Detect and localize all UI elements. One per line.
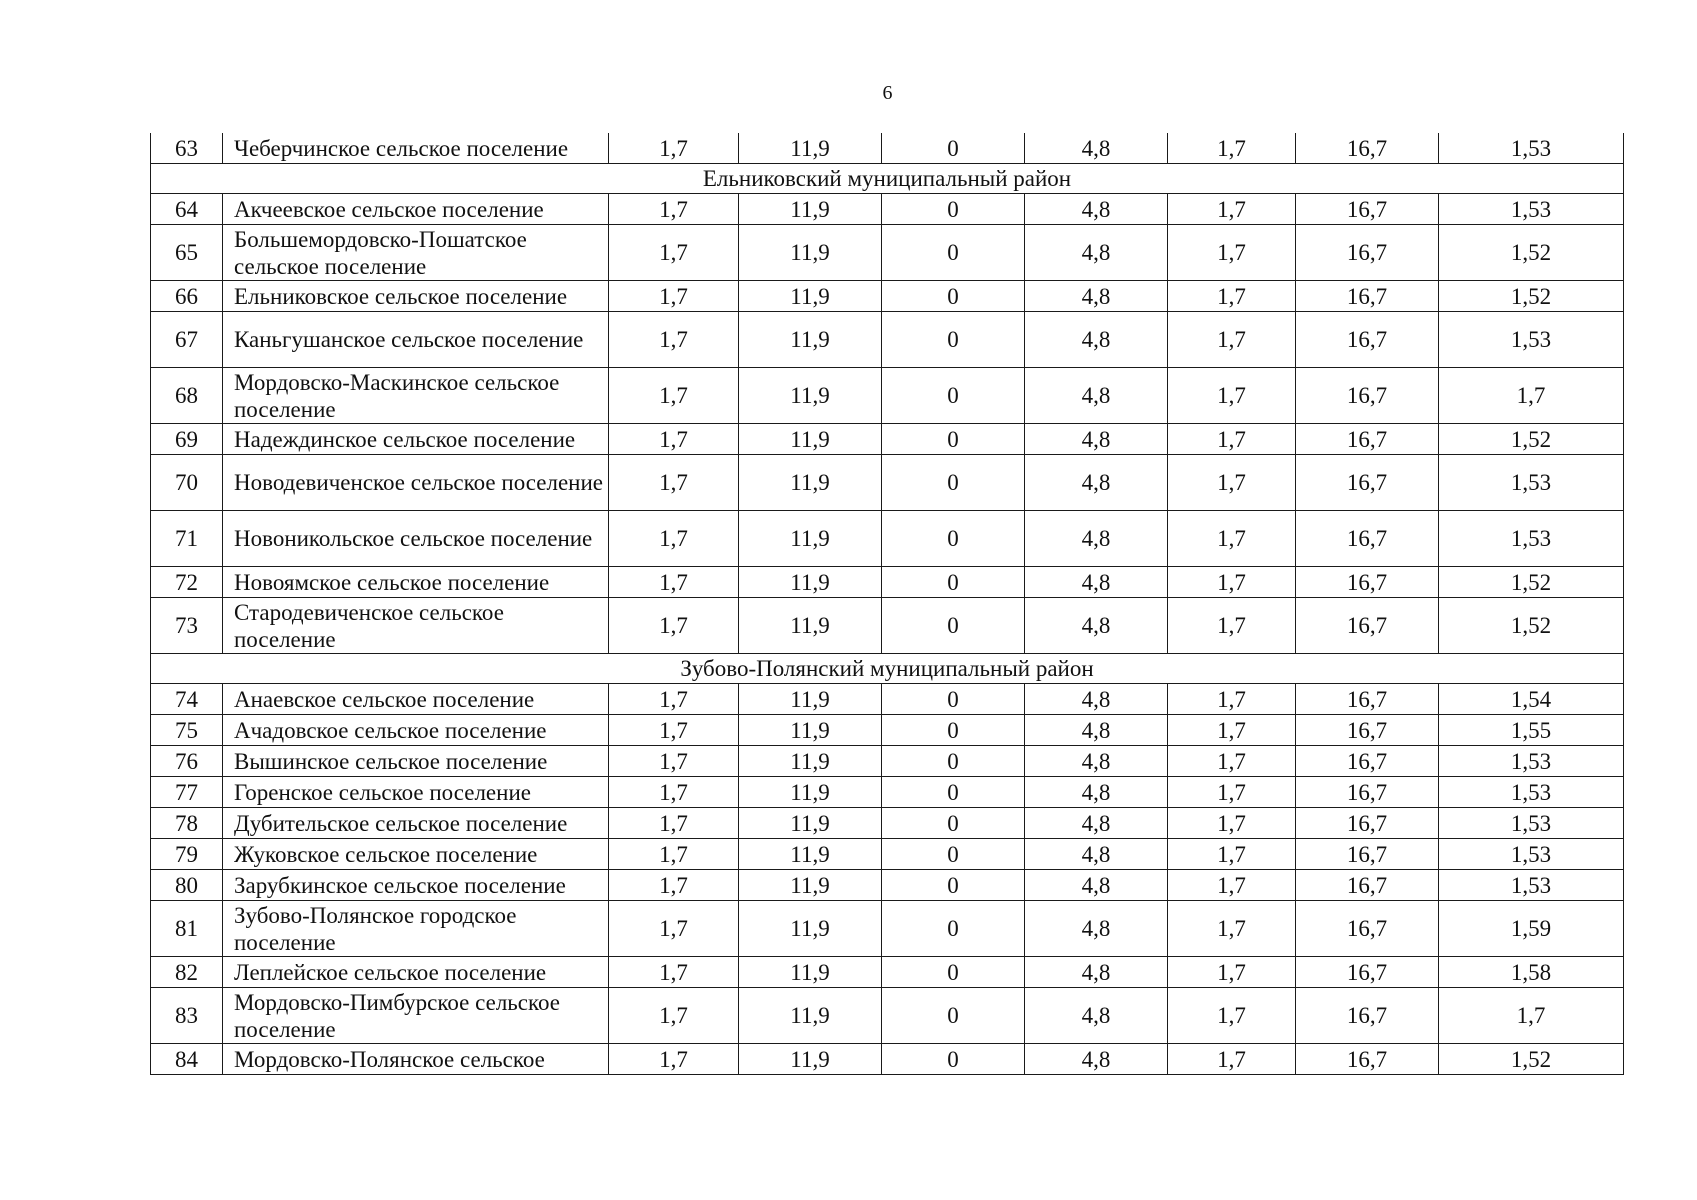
row-number: 77 [151, 777, 223, 808]
value-cell: 4,8 [1025, 808, 1168, 839]
value-cell: 1,7 [609, 1044, 739, 1075]
value-cell: 1,7 [1168, 312, 1296, 368]
settlement-name: Мордовско-Маскинское сельское поселение [223, 368, 609, 424]
value-cell: 16,7 [1296, 988, 1439, 1044]
value-cell: 16,7 [1296, 684, 1439, 715]
value-cell: 1,53 [1439, 839, 1624, 870]
table-row [151, 746, 1624, 777]
value-cell: 16,7 [1296, 368, 1439, 424]
settlement-name: Чеберчинское сельское поселение [223, 133, 609, 164]
value-cell: 1,7 [609, 368, 739, 424]
value-cell: 1,7 [609, 424, 739, 455]
value-cell: 1,7 [609, 988, 739, 1044]
value-cell: 1,7 [609, 194, 739, 225]
value-cell: 1,7 [609, 511, 739, 567]
settlement-name: Новоникольское сельское поселение [223, 511, 609, 567]
value-cell: 4,8 [1025, 1044, 1168, 1075]
value-cell: 1,7 [1168, 511, 1296, 567]
value-cell: 1,52 [1439, 567, 1624, 598]
value-cell: 16,7 [1296, 1044, 1439, 1075]
value-cell: 0 [882, 684, 1025, 715]
value-cell: 4,8 [1025, 598, 1168, 654]
row-number: 65 [151, 225, 223, 281]
row-number: 71 [151, 511, 223, 567]
settlement-name: Зарубкинское сельское поселение [223, 870, 609, 901]
value-cell: 16,7 [1296, 808, 1439, 839]
row-number: 79 [151, 839, 223, 870]
value-cell: 1,53 [1439, 133, 1624, 164]
value-cell: 4,8 [1025, 511, 1168, 567]
value-cell: 4,8 [1025, 957, 1168, 988]
table-row [151, 368, 1624, 424]
value-cell: 1,7 [1168, 194, 1296, 225]
value-cell: 1,53 [1439, 746, 1624, 777]
value-cell: 11,9 [739, 312, 882, 368]
table-row [151, 777, 1624, 808]
value-cell: 0 [882, 839, 1025, 870]
value-cell: 1,7 [609, 455, 739, 511]
table-body [151, 133, 1624, 1075]
table-row [151, 684, 1624, 715]
value-cell: 1,7 [609, 808, 739, 839]
settlement-name: Надеждинское сельское поселение [223, 424, 609, 455]
table-row [151, 455, 1624, 511]
table-row [151, 715, 1624, 746]
value-cell: 16,7 [1296, 455, 1439, 511]
value-cell: 4,8 [1025, 225, 1168, 281]
value-cell: 16,7 [1296, 424, 1439, 455]
value-cell: 1,7 [1439, 368, 1624, 424]
value-cell: 4,8 [1025, 424, 1168, 455]
value-cell: 16,7 [1296, 281, 1439, 312]
value-cell: 1,7 [609, 281, 739, 312]
value-cell: 16,7 [1296, 312, 1439, 368]
value-cell: 1,52 [1439, 1044, 1624, 1075]
value-cell: 1,53 [1439, 312, 1624, 368]
value-cell: 16,7 [1296, 901, 1439, 957]
row-number: 81 [151, 901, 223, 957]
value-cell: 0 [882, 368, 1025, 424]
value-cell: 0 [882, 715, 1025, 746]
settlement-name: Ельниковское сельское поселение [223, 281, 609, 312]
value-cell: 11,9 [739, 715, 882, 746]
value-cell: 4,8 [1025, 368, 1168, 424]
value-cell: 16,7 [1296, 777, 1439, 808]
row-number: 69 [151, 424, 223, 455]
value-cell: 0 [882, 870, 1025, 901]
table-row [151, 901, 1624, 957]
row-number: 70 [151, 455, 223, 511]
table-row [151, 988, 1624, 1044]
value-cell: 1,7 [1168, 808, 1296, 839]
settlement-name: Вышинское сельское поселение [223, 746, 609, 777]
settlement-name: Горенское сельское поселение [223, 777, 609, 808]
value-cell: 0 [882, 225, 1025, 281]
value-cell: 16,7 [1296, 511, 1439, 567]
value-cell: 4,8 [1025, 684, 1168, 715]
value-cell: 4,8 [1025, 455, 1168, 511]
value-cell: 0 [882, 957, 1025, 988]
value-cell: 4,8 [1025, 988, 1168, 1044]
value-cell: 4,8 [1025, 777, 1168, 808]
district-row [151, 654, 1624, 684]
value-cell: 1,7 [609, 225, 739, 281]
value-cell: 11,9 [739, 808, 882, 839]
value-cell: 4,8 [1025, 746, 1168, 777]
value-cell: 1,53 [1439, 455, 1624, 511]
value-cell: 1,7 [1168, 424, 1296, 455]
value-cell: 4,8 [1025, 901, 1168, 957]
value-cell: 1,7 [609, 839, 739, 870]
row-number: 63 [151, 133, 223, 164]
value-cell: 1,7 [609, 957, 739, 988]
value-cell: 16,7 [1296, 839, 1439, 870]
value-cell: 1,7 [1439, 988, 1624, 1044]
value-cell: 0 [882, 424, 1025, 455]
value-cell: 4,8 [1025, 870, 1168, 901]
value-cell: 1,7 [609, 598, 739, 654]
value-cell: 11,9 [739, 777, 882, 808]
table-row [151, 424, 1624, 455]
value-cell: 4,8 [1025, 194, 1168, 225]
value-cell: 1,7 [1168, 715, 1296, 746]
value-cell: 16,7 [1296, 225, 1439, 281]
settlement-name: Каньгушанское сельское поселение [223, 312, 609, 368]
value-cell: 4,8 [1025, 133, 1168, 164]
table-row [151, 808, 1624, 839]
row-number: 83 [151, 988, 223, 1044]
value-cell: 11,9 [739, 511, 882, 567]
settlement-name: Леплейское сельское поселение [223, 957, 609, 988]
value-cell: 0 [882, 511, 1025, 567]
value-cell: 1,7 [1168, 901, 1296, 957]
value-cell: 16,7 [1296, 957, 1439, 988]
settlement-name: Новодевиченское сельское поселение [223, 455, 609, 511]
value-cell: 1,7 [1168, 598, 1296, 654]
value-cell: 0 [882, 567, 1025, 598]
value-cell: 16,7 [1296, 870, 1439, 901]
value-cell: 0 [882, 808, 1025, 839]
value-cell: 4,8 [1025, 715, 1168, 746]
value-cell: 1,7 [609, 684, 739, 715]
value-cell: 16,7 [1296, 746, 1439, 777]
value-cell: 1,7 [609, 870, 739, 901]
value-cell: 4,8 [1025, 567, 1168, 598]
value-cell: 0 [882, 598, 1025, 654]
table-row [151, 870, 1624, 901]
value-cell: 16,7 [1296, 194, 1439, 225]
value-cell: 1,7 [1168, 455, 1296, 511]
value-cell: 16,7 [1296, 567, 1439, 598]
row-number: 72 [151, 567, 223, 598]
value-cell: 16,7 [1296, 598, 1439, 654]
value-cell: 0 [882, 455, 1025, 511]
value-cell: 1,7 [1168, 684, 1296, 715]
table-row [151, 567, 1624, 598]
value-cell: 1,7 [1168, 988, 1296, 1044]
value-cell: 11,9 [739, 133, 882, 164]
value-cell: 1,7 [1168, 870, 1296, 901]
value-cell: 1,7 [1168, 225, 1296, 281]
row-number: 84 [151, 1044, 223, 1075]
value-cell: 1,59 [1439, 901, 1624, 957]
value-cell: 1,7 [1168, 746, 1296, 777]
settlement-name: Стародевиченское сельское поселение [223, 598, 609, 654]
table-row [151, 511, 1624, 567]
row-number: 73 [151, 598, 223, 654]
value-cell: 1,52 [1439, 281, 1624, 312]
value-cell: 11,9 [739, 684, 882, 715]
row-number: 64 [151, 194, 223, 225]
value-cell: 1,52 [1439, 424, 1624, 455]
settlement-name: Акчеевское сельское поселение [223, 194, 609, 225]
value-cell: 4,8 [1025, 839, 1168, 870]
settlement-name: Дубительское сельское поселение [223, 808, 609, 839]
value-cell: 16,7 [1296, 715, 1439, 746]
value-cell: 1,7 [609, 312, 739, 368]
row-number: 78 [151, 808, 223, 839]
settlement-name: Ачадовское сельское поселение [223, 715, 609, 746]
district-title: Зубово-Полянский муниципальный район [151, 654, 1624, 684]
row-number: 75 [151, 715, 223, 746]
row-number: 74 [151, 684, 223, 715]
row-number: 66 [151, 281, 223, 312]
value-cell: 1,53 [1439, 777, 1624, 808]
page-number: 6 [882, 82, 893, 104]
value-cell: 4,8 [1025, 281, 1168, 312]
value-cell: 1,7 [609, 567, 739, 598]
value-cell: 1,55 [1439, 715, 1624, 746]
value-cell: 1,7 [1168, 133, 1296, 164]
table-row [151, 312, 1624, 368]
value-cell: 1,53 [1439, 511, 1624, 567]
value-cell: 11,9 [739, 901, 882, 957]
value-cell: 11,9 [739, 598, 882, 654]
value-cell: 11,9 [739, 957, 882, 988]
value-cell: 0 [882, 1044, 1025, 1075]
row-number: 67 [151, 312, 223, 368]
value-cell: 1,53 [1439, 194, 1624, 225]
value-cell: 1,53 [1439, 870, 1624, 901]
value-cell: 1,7 [1168, 777, 1296, 808]
value-cell: 1,52 [1439, 225, 1624, 281]
value-cell: 11,9 [739, 1044, 882, 1075]
value-cell: 11,9 [739, 424, 882, 455]
table-row [151, 598, 1624, 654]
value-cell: 1,52 [1439, 598, 1624, 654]
value-cell: 11,9 [739, 870, 882, 901]
settlement-name: Мордовско-Полянское сельское [223, 1044, 609, 1075]
settlement-name: Большемордовско-Пошатское сельское поселение [223, 225, 609, 281]
settlement-name: Жуковское сельское поселение [223, 839, 609, 870]
value-cell: 0 [882, 777, 1025, 808]
table-row [151, 194, 1624, 225]
value-cell: 1,7 [1168, 567, 1296, 598]
value-cell: 1,58 [1439, 957, 1624, 988]
value-cell: 1,7 [609, 777, 739, 808]
value-cell: 11,9 [739, 194, 882, 225]
value-cell: 11,9 [739, 567, 882, 598]
value-cell: 1,7 [609, 715, 739, 746]
value-cell: 1,7 [609, 901, 739, 957]
row-number: 76 [151, 746, 223, 777]
value-cell: 1,7 [1168, 1044, 1296, 1075]
row-number: 82 [151, 957, 223, 988]
table-row [151, 133, 1624, 164]
table-row [151, 957, 1624, 988]
table-row [151, 1044, 1624, 1075]
table-row [151, 839, 1624, 870]
value-cell: 1,7 [1168, 368, 1296, 424]
settlement-name: Зубово-Полянское городское поселение [223, 901, 609, 957]
settlements-table [150, 133, 1624, 1075]
value-cell: 1,7 [1168, 957, 1296, 988]
value-cell: 0 [882, 988, 1025, 1044]
value-cell: 1,7 [1168, 281, 1296, 312]
district-title: Ельниковский муниципальный район [151, 164, 1624, 194]
settlement-name: Новоямское сельское поселение [223, 567, 609, 598]
value-cell: 11,9 [739, 281, 882, 312]
value-cell: 11,9 [739, 368, 882, 424]
value-cell: 0 [882, 901, 1025, 957]
value-cell: 16,7 [1296, 133, 1439, 164]
value-cell: 4,8 [1025, 312, 1168, 368]
value-cell: 1,7 [609, 746, 739, 777]
table-row [151, 225, 1624, 281]
row-number: 80 [151, 870, 223, 901]
value-cell: 0 [882, 281, 1025, 312]
value-cell: 0 [882, 194, 1025, 225]
value-cell: 0 [882, 746, 1025, 777]
value-cell: 11,9 [739, 455, 882, 511]
settlement-name: Мордовско-Пимбурское сельское поселение [223, 988, 609, 1044]
value-cell: 11,9 [739, 225, 882, 281]
settlement-name: Анаевское сельское поселение [223, 684, 609, 715]
table-row [151, 281, 1624, 312]
value-cell: 11,9 [739, 988, 882, 1044]
value-cell: 1,7 [609, 133, 739, 164]
district-row [151, 164, 1624, 194]
value-cell: 11,9 [739, 746, 882, 777]
value-cell: 0 [882, 312, 1025, 368]
row-number: 68 [151, 368, 223, 424]
value-cell: 11,9 [739, 839, 882, 870]
value-cell: 1,7 [1168, 839, 1296, 870]
value-cell: 1,54 [1439, 684, 1624, 715]
value-cell: 1,53 [1439, 808, 1624, 839]
value-cell: 0 [882, 133, 1025, 164]
